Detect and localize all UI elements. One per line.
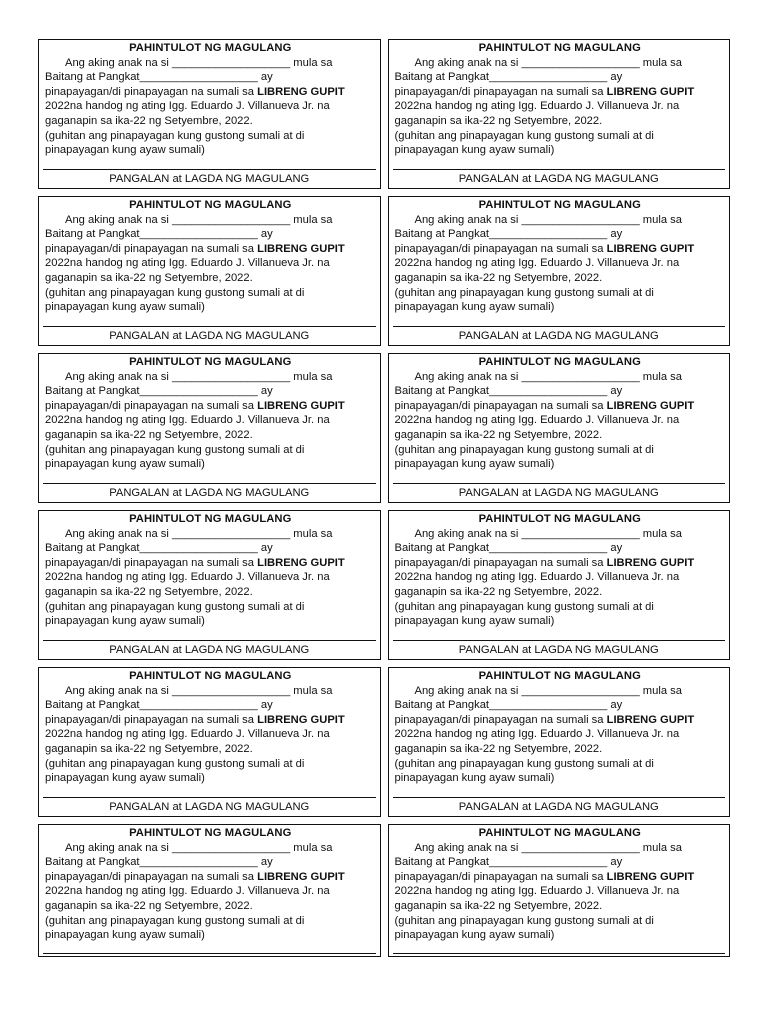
instruction-line: (guhitan ang pinapayagan kung gustong sumali at di: [45, 914, 305, 927]
child-name-line: Ang aking anak na si ___________________ mula sa: [65, 684, 333, 697]
permission-slip: [388, 667, 731, 817]
event-date-line: gaganapin sa ika-22 ng Setyembre, 2022.: [45, 114, 253, 127]
permission-line: [395, 399, 726, 414]
permission-slip: [38, 824, 381, 957]
left-column: [38, 39, 381, 977]
event-sponsor-line: 2022na handog ng ating Igg. Eduardo J. Villanueva Jr. na: [45, 571, 330, 584]
event-sponsor-line: 2022na handog ng ating Igg. Eduardo J. Villanueva Jr. na: [394, 728, 680, 741]
signature-line[interactable]: [393, 640, 726, 641]
event-date-line: gaganapin sa ika-22 ng Setyembre, 2022.: [45, 742, 253, 755]
event-sponsor-line: 2022na handog ng ating Igg. Eduardo J. Villanueva Jr. na: [394, 100, 680, 113]
permission-text: pinapayagan/di pinapayagan na sumali sa: [45, 713, 258, 726]
event-sponsor-line: 2022na handog ng ating Igg. Eduardo J. Villanueva Jr. na: [394, 257, 680, 270]
grade-section-line: Baitang at Pangkat___________________ ay: [45, 542, 273, 555]
grade-section-line: Baitang at Pangkat___________________ ay: [45, 71, 273, 84]
slip-title: PAHINTULOT NG MAGULANG: [478, 42, 641, 54]
signature-label: PANGALAN at LAGDA NG MAGULANG: [458, 487, 659, 499]
grade-section-line: Baitang at Pangkat___________________ ay: [394, 542, 623, 555]
permission-text: pinapayagan/di pinapayagan na sumali sa: [394, 556, 607, 569]
permission-line: [395, 870, 726, 885]
signature-label: PANGALAN at LAGDA NG MAGULANG: [109, 487, 310, 499]
signature-line[interactable]: [43, 483, 376, 484]
signature-line[interactable]: [43, 797, 376, 798]
permission-line: [45, 556, 376, 571]
permission-text: pinapayagan/di pinapayagan na sumali sa: [45, 85, 258, 98]
grade-section-line: Baitang at Pangkat___________________ ay: [394, 71, 623, 84]
event-name: LIBRENG GUPIT: [257, 399, 345, 412]
event-date-line: gaganapin sa ika-22 ng Setyembre, 2022.: [394, 271, 603, 284]
child-name-line: Ang aking anak na si ___________________ mula sa: [65, 370, 333, 383]
event-date-line: gaganapin sa ika-22 ng Setyembre, 2022.: [45, 428, 253, 441]
permission-text: pinapayagan/di pinapayagan na sumali sa: [394, 870, 607, 883]
permission-line: [395, 713, 726, 728]
instruction-line-2: pinapayagan kung ayaw sumali): [45, 458, 205, 471]
instruction-line-2: pinapayagan kung ayaw sumali): [45, 772, 205, 785]
grade-section-line: Baitang at Pangkat___________________ ay: [394, 699, 623, 712]
event-name: LIBRENG GUPIT: [257, 870, 345, 883]
permission-text: pinapayagan/di pinapayagan na sumali sa: [394, 399, 607, 412]
signature-label: PANGALAN at LAGDA NG MAGULANG: [109, 173, 310, 185]
signature-line[interactable]: [43, 640, 376, 641]
slip-title: PAHINTULOT NG MAGULANG: [129, 670, 292, 682]
event-sponsor-line: 2022na handog ng ating Igg. Eduardo J. Villanueva Jr. na: [45, 885, 330, 898]
instruction-line-2: pinapayagan kung ayaw sumali): [394, 615, 555, 628]
signature-label: PANGALAN at LAGDA NG MAGULANG: [458, 644, 659, 656]
permission-slip-sheet: [38, 39, 730, 977]
instruction-line: (guhitan ang pinapayagan kung gustong sumali at di: [394, 914, 654, 927]
permission-line: [45, 399, 376, 414]
permission-slip: [38, 39, 381, 189]
instruction-line-2: pinapayagan kung ayaw sumali): [394, 458, 555, 471]
instruction-line-2: pinapayagan kung ayaw sumali): [45, 929, 205, 942]
event-sponsor-line: 2022na handog ng ating Igg. Eduardo J. Villanueva Jr. na: [394, 414, 680, 427]
grade-section-line: Baitang at Pangkat___________________ ay: [45, 228, 273, 241]
instruction-line: (guhitan ang pinapayagan kung gustong sumali at di: [394, 600, 654, 613]
grade-section-line: Baitang at Pangkat___________________ ay: [394, 856, 623, 869]
permission-slip: [38, 353, 381, 503]
permission-text: pinapayagan/di pinapayagan na sumali sa: [45, 556, 258, 569]
signature-label: PANGALAN at LAGDA NG MAGULANG: [109, 801, 310, 813]
child-name-line: Ang aking anak na si ___________________ mula sa: [65, 841, 333, 854]
permission-slip: [388, 39, 731, 189]
permission-line: [45, 713, 376, 728]
signature-line[interactable]: [393, 169, 726, 170]
instruction-line-2: pinapayagan kung ayaw sumali): [45, 144, 205, 157]
slip-title: PAHINTULOT NG MAGULANG: [129, 199, 292, 211]
child-name-line: Ang aking anak na si ___________________ mula sa: [414, 841, 682, 854]
instruction-line-2: pinapayagan kung ayaw sumali): [394, 301, 555, 314]
event-name: LIBRENG GUPIT: [606, 870, 695, 883]
event-date-line: gaganapin sa ika-22 ng Setyembre, 2022.: [394, 899, 603, 912]
instruction-line: (guhitan ang pinapayagan kung gustong sumali at di: [394, 286, 654, 299]
signature-line[interactable]: [393, 483, 726, 484]
instruction-line: (guhitan ang pinapayagan kung gustong sumali at di: [394, 757, 654, 770]
child-name-line: Ang aking anak na si ___________________ mula sa: [414, 527, 682, 540]
event-name: LIBRENG GUPIT: [606, 713, 695, 726]
permission-slip: [388, 824, 731, 957]
permission-slip: [38, 667, 381, 817]
signature-line[interactable]: [43, 169, 376, 170]
signature-label: PANGALAN at LAGDA NG MAGULANG: [458, 330, 659, 342]
instruction-line-2: pinapayagan kung ayaw sumali): [394, 772, 555, 785]
signature-label: PANGALAN at LAGDA NG MAGULANG: [109, 644, 310, 656]
event-date-line: gaganapin sa ika-22 ng Setyembre, 2022.: [45, 899, 253, 912]
signature-label: PANGALAN at LAGDA NG MAGULANG: [458, 173, 659, 185]
event-name: LIBRENG GUPIT: [257, 713, 345, 726]
event-sponsor-line: 2022na handog ng ating Igg. Eduardo J. Villanueva Jr. na: [45, 414, 330, 427]
event-sponsor-line: 2022na handog ng ating Igg. Eduardo J. Villanueva Jr. na: [45, 100, 330, 113]
event-name: LIBRENG GUPIT: [606, 556, 695, 569]
child-name-line: Ang aking anak na si ___________________ mula sa: [65, 527, 333, 540]
slip-title: PAHINTULOT NG MAGULANG: [129, 356, 292, 368]
permission-text: pinapayagan/di pinapayagan na sumali sa: [45, 399, 258, 412]
grade-section-line: Baitang at Pangkat___________________ ay: [45, 699, 273, 712]
event-sponsor-line: 2022na handog ng ating Igg. Eduardo J. Villanueva Jr. na: [394, 885, 680, 898]
signature-line[interactable]: [43, 326, 376, 327]
permission-text: pinapayagan/di pinapayagan na sumali sa: [394, 242, 607, 255]
signature-label: PANGALAN at LAGDA NG MAGULANG: [109, 330, 310, 342]
event-date-line: gaganapin sa ika-22 ng Setyembre, 2022.: [394, 742, 603, 755]
event-date-line: gaganapin sa ika-22 ng Setyembre, 2022.: [45, 271, 253, 284]
grade-section-line: Baitang at Pangkat___________________ ay: [394, 385, 623, 398]
child-name-line: Ang aking anak na si ___________________ mula sa: [414, 370, 682, 383]
signature-line[interactable]: [393, 326, 726, 327]
permission-slip: [38, 196, 381, 346]
child-name-line: Ang aking anak na si ___________________ mula sa: [414, 56, 682, 69]
permission-text: pinapayagan/di pinapayagan na sumali sa: [394, 713, 607, 726]
slip-title: PAHINTULOT NG MAGULANG: [129, 827, 292, 839]
permission-line: [45, 242, 376, 257]
instruction-line: (guhitan ang pinapayagan kung gustong sumali at di: [394, 129, 654, 142]
instruction-line: (guhitan ang pinapayagan kung gustong sumali at di: [45, 600, 305, 613]
permission-slip: [388, 353, 731, 503]
slip-title: PAHINTULOT NG MAGULANG: [478, 199, 641, 211]
event-name: LIBRENG GUPIT: [257, 556, 345, 569]
permission-slip: [38, 510, 381, 660]
instruction-line-2: pinapayagan kung ayaw sumali): [394, 144, 555, 157]
permission-line: [45, 870, 376, 885]
instruction-line-2: pinapayagan kung ayaw sumali): [45, 615, 205, 628]
permission-line: [395, 85, 726, 100]
permission-text: pinapayagan/di pinapayagan na sumali sa: [394, 85, 607, 98]
instruction-line-2: pinapayagan kung ayaw sumali): [45, 301, 205, 314]
event-date-line: gaganapin sa ika-22 ng Setyembre, 2022.: [394, 585, 603, 598]
permission-text: pinapayagan/di pinapayagan na sumali sa: [45, 242, 258, 255]
event-name: LIBRENG GUPIT: [257, 85, 345, 98]
grade-section-line: Baitang at Pangkat___________________ ay: [394, 228, 623, 241]
instruction-line: (guhitan ang pinapayagan kung gustong sumali at di: [45, 129, 305, 142]
event-sponsor-line: 2022na handog ng ating Igg. Eduardo J. Villanueva Jr. na: [45, 728, 330, 741]
signature-line[interactable]: [43, 953, 376, 954]
event-name: LIBRENG GUPIT: [606, 399, 695, 412]
signature-label: PANGALAN at LAGDA NG MAGULANG: [458, 801, 659, 813]
child-name-line: Ang aking anak na si ___________________ mula sa: [414, 213, 682, 226]
child-name-line: Ang aking anak na si ___________________ mula sa: [65, 213, 333, 226]
instruction-line: (guhitan ang pinapayagan kung gustong sumali at di: [45, 286, 305, 299]
event-date-line: gaganapin sa ika-22 ng Setyembre, 2022.: [394, 114, 603, 127]
instruction-line: (guhitan ang pinapayagan kung gustong sumali at di: [45, 443, 305, 456]
event-name: LIBRENG GUPIT: [257, 242, 345, 255]
permission-line: [45, 85, 376, 100]
instruction-line: (guhitan ang pinapayagan kung gustong sumali at di: [45, 757, 305, 770]
slip-title: PAHINTULOT NG MAGULANG: [478, 670, 641, 682]
grade-section-line: Baitang at Pangkat___________________ ay: [45, 385, 273, 398]
child-name-line: Ang aking anak na si ___________________ mula sa: [414, 684, 682, 697]
permission-slip: [388, 510, 731, 660]
slip-title: PAHINTULOT NG MAGULANG: [478, 356, 641, 368]
event-date-line: gaganapin sa ika-22 ng Setyembre, 2022.: [394, 428, 603, 441]
instruction-line: (guhitan ang pinapayagan kung gustong sumali at di: [394, 443, 654, 456]
permission-text: pinapayagan/di pinapayagan na sumali sa: [45, 870, 258, 883]
instruction-line-2: pinapayagan kung ayaw sumali): [394, 929, 555, 942]
event-date-line: gaganapin sa ika-22 ng Setyembre, 2022.: [45, 585, 253, 598]
event-sponsor-line: 2022na handog ng ating Igg. Eduardo J. Villanueva Jr. na: [394, 571, 680, 584]
slip-title: PAHINTULOT NG MAGULANG: [129, 513, 292, 525]
permission-line: [395, 556, 726, 571]
child-name-line: Ang aking anak na si ___________________ mula sa: [65, 56, 333, 69]
signature-line[interactable]: [393, 797, 726, 798]
slip-title: PAHINTULOT NG MAGULANG: [478, 513, 641, 525]
right-column: [388, 39, 731, 977]
event-sponsor-line: 2022na handog ng ating Igg. Eduardo J. Villanueva Jr. na: [45, 257, 330, 270]
signature-line[interactable]: [393, 953, 726, 954]
slip-title: PAHINTULOT NG MAGULANG: [478, 827, 641, 839]
permission-line: [395, 242, 726, 257]
event-name: LIBRENG GUPIT: [606, 242, 695, 255]
event-name: LIBRENG GUPIT: [606, 85, 695, 98]
slip-title: PAHINTULOT NG MAGULANG: [129, 42, 292, 54]
grade-section-line: Baitang at Pangkat___________________ ay: [45, 856, 273, 869]
permission-slip: [388, 196, 731, 346]
